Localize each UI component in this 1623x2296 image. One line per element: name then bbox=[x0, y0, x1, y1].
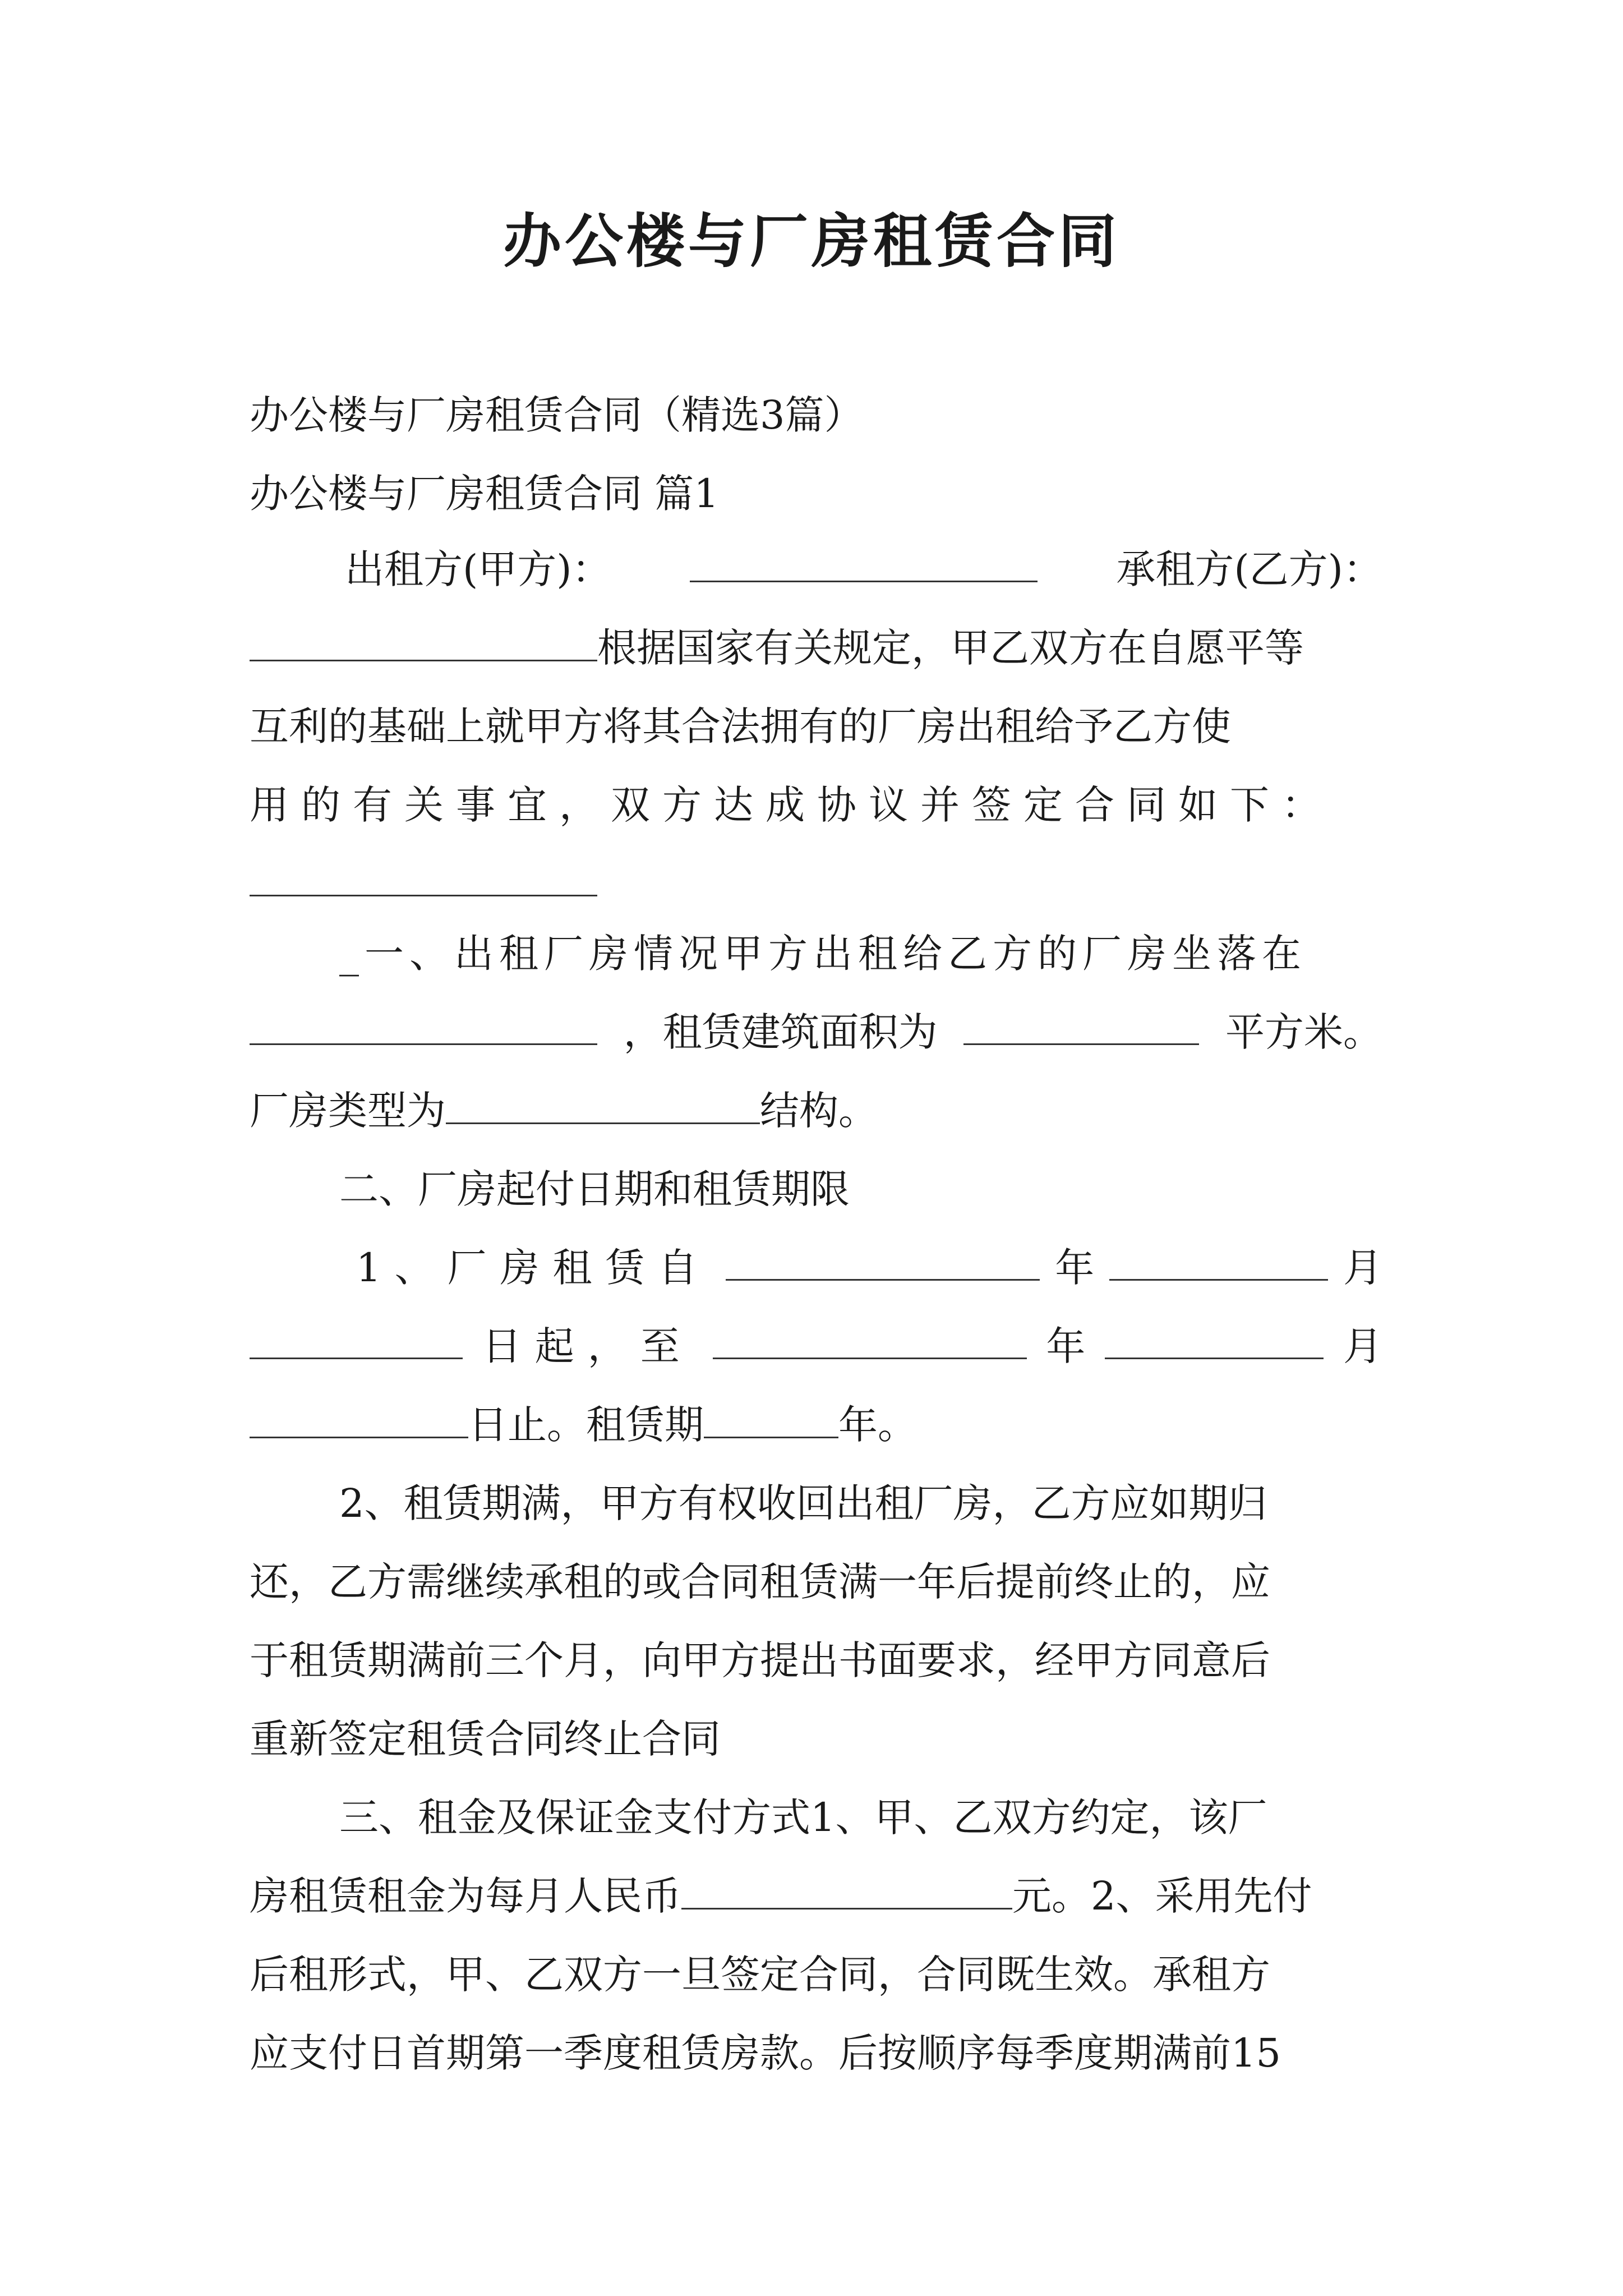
intro-line-1 bbox=[250, 620, 1304, 676]
parties-line bbox=[250, 541, 1382, 597]
sec3-line-1: 三、租金及保证金支付方式1、甲、乙双方约定，该厂 bbox=[339, 1795, 1267, 1841]
party-a-blank bbox=[690, 541, 1038, 582]
subtitle: 办公楼与厂房租赁合同（精选3篇） bbox=[250, 392, 864, 438]
rent-amount-blank bbox=[681, 1869, 1012, 1910]
lease-to-label: 日起，至 bbox=[482, 1323, 693, 1369]
year-label-2: 年 bbox=[1046, 1323, 1086, 1369]
area-blank bbox=[963, 1004, 1199, 1045]
sec2-1-line-a bbox=[250, 1240, 1382, 1296]
month-label-1: 月 bbox=[1343, 1245, 1382, 1291]
rent-unit-and-terms: 元。2、采用先付 bbox=[1012, 1873, 1312, 1919]
location-blank bbox=[250, 1004, 597, 1045]
start-year-blank bbox=[726, 1240, 1040, 1281]
sec3-line-4: 应支付日首期第一季度租赁房款。后按顺序每季度期满前15 bbox=[250, 2030, 1281, 2076]
lease-period-label: 日止。租赁期 bbox=[468, 1402, 704, 1448]
intro-line-3 bbox=[250, 777, 1382, 833]
sec1-line-a: _一、出租厂房情况甲方出租给乙方的厂房坐落在 bbox=[339, 931, 1307, 977]
party-a-label: 出租方(甲方)： bbox=[345, 546, 611, 592]
month-label-2: 月 bbox=[1343, 1323, 1382, 1369]
start-month-blank bbox=[1109, 1240, 1328, 1281]
sec2-1-line-b bbox=[250, 1318, 1382, 1374]
type-suffix: 结构。 bbox=[760, 1088, 878, 1134]
end-year-blank bbox=[713, 1318, 1027, 1359]
sec2-1-line-c bbox=[250, 1397, 917, 1453]
lease-years-unit: 年。 bbox=[838, 1402, 917, 1448]
signature-blank-rule bbox=[250, 895, 597, 896]
end-month-blank bbox=[1105, 1318, 1324, 1359]
type-blank bbox=[446, 1083, 760, 1124]
area-label: ，租赁建筑面积为 bbox=[623, 1009, 938, 1055]
sec3-line-2 bbox=[250, 1868, 1312, 1924]
party-b-blank bbox=[250, 620, 597, 661]
intro-text-1: 根据国家有关规定，甲乙双方在自愿平等 bbox=[597, 625, 1304, 671]
sec2-2-line-3: 于租赁期满前三个月，向甲方提出书面要求，经甲方同意后 bbox=[250, 1637, 1270, 1683]
lease-years-blank bbox=[704, 1397, 838, 1438]
sec2-2-line-4: 重新签定租赁合同终止合同 bbox=[250, 1716, 721, 1762]
start-day-blank bbox=[250, 1318, 463, 1359]
rent-label: 房租赁租金为每月人民币 bbox=[250, 1873, 681, 1919]
party-b-label: 承租方(乙方)： bbox=[1116, 546, 1382, 592]
sec2-2-line-1: 2、租赁期满，甲方有权收回出租厂房，乙方应如期归 bbox=[339, 1480, 1267, 1526]
sec2-heading: 二、厂房起付日期和租赁期限 bbox=[339, 1166, 850, 1212]
year-label-1: 年 bbox=[1055, 1245, 1095, 1291]
sec3-line-3: 后租形式，甲、乙双方一旦签定合同，合同既生效。承租方 bbox=[250, 1952, 1270, 1998]
sec2-2-line-2: 还，乙方需继续承租的或合同租赁满一年后提前终止的，应 bbox=[250, 1559, 1270, 1605]
area-unit: 平方米。 bbox=[1225, 1009, 1382, 1055]
lease-from-label: 1、厂房租赁自 bbox=[356, 1245, 711, 1291]
intro-text-3: 用的有关事宜，双方达成协议并签定合同如下： bbox=[250, 782, 1333, 828]
sec1-line-c bbox=[250, 1083, 878, 1139]
end-day-blank bbox=[250, 1397, 468, 1438]
section-heading: 办公楼与厂房租赁合同 篇1 bbox=[250, 471, 719, 517]
type-label: 厂房类型为 bbox=[250, 1088, 446, 1134]
sec1-line-b bbox=[250, 1004, 1382, 1060]
document-title: 办公楼与厂房租赁合同 bbox=[502, 206, 1120, 275]
intro-line-2: 互利的基础上就甲方将其合法拥有的厂房出租给予乙方使 bbox=[250, 703, 1231, 749]
